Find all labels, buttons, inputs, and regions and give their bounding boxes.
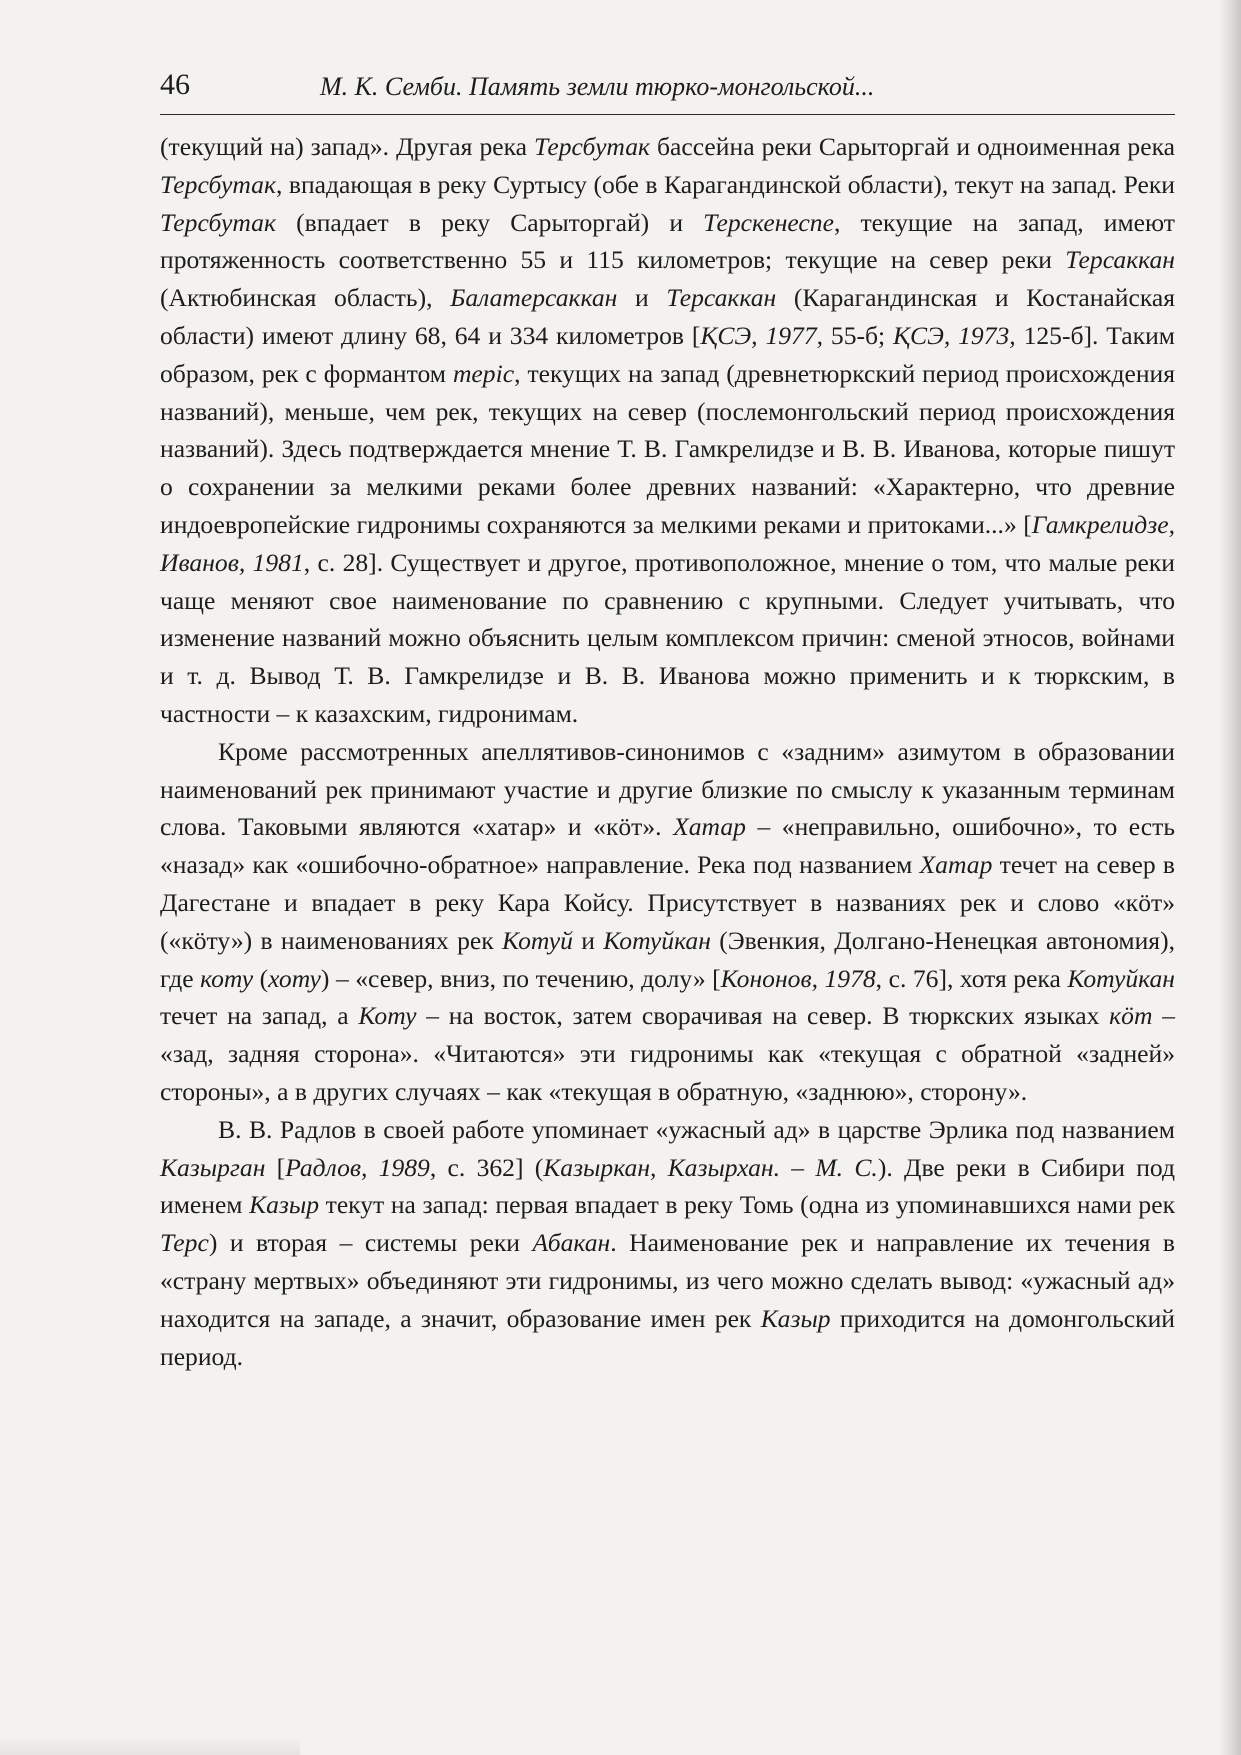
text-run: ( bbox=[253, 963, 269, 993]
text-run: , с. 362] ( bbox=[429, 1152, 544, 1182]
italic-term: Котуйкан bbox=[603, 925, 711, 955]
italic-term: Казыркан, Казырхан. – М. С. bbox=[543, 1152, 878, 1182]
text-run: , текущих на запад (древнетюркский период происхождения названий), меньше, чем рек, текущих на север (послемонгольский период происхождения названий). Здесь подтверждается мнение Т. В. Гамкрелидзе и В. В. Иванова, которые пишут о сохранении за мелкими реками более древних названий: «Характерно, что древние индоевропейские гидронимы сохраняются за мелкими реками и притоками...» [ bbox=[160, 358, 1176, 539]
italic-term: ҚСЭ, 1973, bbox=[893, 320, 1016, 350]
italic-term: Терсбутак bbox=[160, 169, 276, 199]
italic-term: Котуй bbox=[502, 925, 573, 955]
italic-term: Гамкрелидзе, Иванов, 1981 bbox=[160, 509, 1175, 577]
italic-term: Котуйкан bbox=[1067, 963, 1176, 993]
text-run: ). Две реки в Сибири под именем bbox=[160, 1152, 1176, 1220]
italic-term: Терсбутак bbox=[160, 207, 276, 237]
paragraph bbox=[160, 1111, 1175, 1376]
text-run: течет на север в Дагестане и впадает в реку Кара Койсу. Присутствует в названиях рек и слово «кöт» («кöту») в наименованиях рек bbox=[160, 850, 1175, 955]
italic-term: Терсбутак bbox=[534, 132, 650, 161]
page-edge-shadow bbox=[1219, 0, 1241, 1755]
text-run: (Карагандинская и Костанайская области) имеют длину 68, 64 и 334 километров [ bbox=[160, 283, 1175, 350]
italic-term: Кононов, 1978 bbox=[720, 963, 876, 993]
italic-term: Казыр bbox=[249, 1190, 320, 1220]
body-text bbox=[160, 128, 1175, 1375]
paragraph bbox=[160, 733, 1175, 1111]
italic-term: кöт bbox=[1109, 1001, 1153, 1031]
italic-term: Балатерсаккан bbox=[450, 283, 618, 313]
text-run: ) – «север, вниз, по течению, долу» [ bbox=[320, 963, 721, 993]
italic-term: Терсаккан bbox=[666, 283, 777, 313]
text-run: (Актюбинская область), bbox=[160, 283, 451, 313]
text-run: (Эвенкия, Долгано-Ненецкая автономия), где bbox=[160, 925, 1176, 993]
italic-term: Радлов, 1989 bbox=[285, 1152, 430, 1182]
running-header bbox=[160, 66, 1175, 115]
text-run: бассейна реки Сарыторгай и одноименная река bbox=[650, 132, 1175, 161]
text-run: , текущие на запад, имеют протяженность соответственно 55 и 115 километров; текущие на север реки bbox=[160, 207, 1175, 275]
text-run: В. В. Радлов в своей работе упоминает «ужасный ад» в царстве Эрлика под названием bbox=[218, 1114, 1175, 1144]
italic-term: Казыр bbox=[760, 1303, 831, 1333]
text-run: , с. 28]. Существует и другое, противоположное, мнение о том, что малые реки чаще меняют свое наименование по сравнению с крупными. Следует учитывать, что изменение названий можно объяснить целым комплексом причин: сменой этносов, войнами и т. д. Вывод Т. В. Гамкрелидзе и В. В. Иванова можно применить и к тюркским, в частности – к казахским, гидронимам. bbox=[160, 547, 1175, 728]
italic-term: Хатар bbox=[919, 850, 993, 880]
text-run: [ bbox=[265, 1152, 286, 1182]
running-title: М. К. Семби. Память земли тюрко-монгольской... bbox=[320, 72, 875, 101]
text-run: (текущий на) запад». Другая река bbox=[160, 132, 535, 161]
text-run: течет на запад, а bbox=[160, 1001, 359, 1031]
scan-shadow bbox=[0, 1737, 300, 1755]
text-run: приходится на домонгольский период. bbox=[160, 1303, 1175, 1371]
italic-term: Абакан bbox=[532, 1228, 611, 1258]
text-run: текут на запад: первая впадает в реку Томь (одна из упоминавшихся нами рек bbox=[319, 1190, 1176, 1220]
text-run: 55-б; bbox=[823, 320, 894, 350]
text-run: – «неправильно, ошибочно», то есть «назад» как «ошибочно-обратное» направление. Река под названием bbox=[160, 812, 1175, 880]
text-run: – «зад, задняя сторона». «Читаются» эти гидронимы как «текущая с обратной «задней» стороны», а в других случаях – как «текущая в обратную, «заднюю», сторону». bbox=[160, 1001, 1175, 1106]
paragraph bbox=[160, 128, 1175, 733]
italic-term: Терскенеспе bbox=[703, 207, 834, 237]
text-run: 125-б]. Таким образом, рек с формантом bbox=[160, 320, 1175, 388]
text-run: и bbox=[572, 925, 604, 955]
italic-term: Хатар bbox=[673, 812, 746, 842]
italic-term: Коту bbox=[358, 1001, 417, 1031]
page-number: 46 bbox=[160, 68, 190, 101]
italic-term: хоту bbox=[268, 963, 321, 993]
text-run: Кроме рассмотренных апеллятивов-синонимов с «задним» азимутом в образовании наименований рек принимают участие и другие близкие по смыслу к указанным терминам слова. Таковыми являются «хатар» и «кöт». bbox=[160, 736, 1175, 842]
italic-term: Терсаккан bbox=[1065, 245, 1175, 275]
italic-term: Терс bbox=[160, 1228, 209, 1258]
italic-term: Казырган bbox=[160, 1152, 266, 1182]
text-run: , впадающая в реку Суртысу (обе в Карагандинской области), текут на запад. Реки bbox=[275, 169, 1175, 199]
text-run: (впадает в реку Сарыторгай) и bbox=[275, 207, 704, 237]
italic-term: ҚСЭ, 1977, bbox=[700, 320, 824, 350]
italic-term: теріс bbox=[452, 358, 515, 388]
text-run: . Наименование рек и направление их течения в «страну мертвых» объединяют эти гидронимы, из чего можно сделать вывод: «ужасный ад» находится на западе, а значит, образование имен рек bbox=[160, 1228, 1175, 1333]
text-run: и bbox=[617, 283, 667, 313]
text-run: ) и вторая – системы реки bbox=[208, 1228, 533, 1258]
text-run: , с. 76], хотя река bbox=[875, 963, 1068, 993]
italic-term: коту bbox=[200, 963, 254, 993]
text-run: – на восток, затем сворачивая на север. В тюркских языках bbox=[416, 1001, 1110, 1031]
